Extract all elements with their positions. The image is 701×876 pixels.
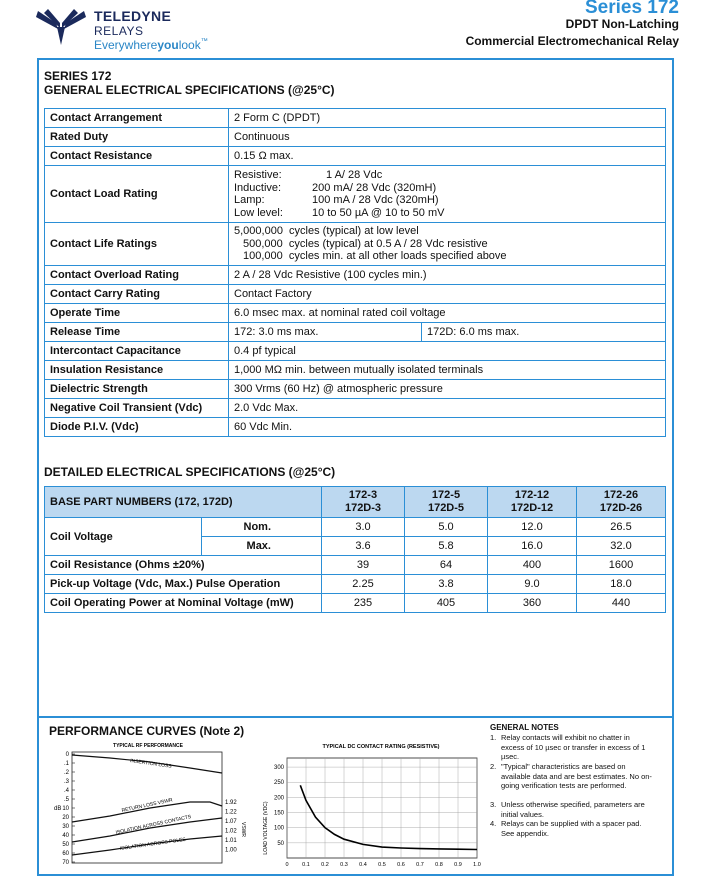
spec-label: Contact Carry Rating	[45, 285, 229, 304]
table-cell: 16.0	[488, 537, 577, 556]
row-label: Pick-up Voltage (Vdc, Max.) Pulse Operation	[45, 575, 322, 594]
spec-value: 300 Vrms (60 Hz) @ atmospheric pressure	[229, 380, 666, 399]
dc-x-tick: 0.3	[340, 862, 348, 868]
spec-label: Dielectric Strength	[45, 380, 229, 399]
table-cell: 400	[488, 556, 577, 575]
spec-label: Contact Resistance	[45, 147, 229, 166]
spec-label: Contact Load Rating	[45, 166, 229, 223]
nom-label: Nom.	[202, 518, 322, 537]
spec-value: 1,000 MΩ min. between mutually isolated terminals	[229, 361, 666, 380]
rf-left-tick: 0	[65, 752, 69, 758]
general-notes-title: GENERAL NOTES	[490, 723, 559, 732]
table-cell: 235	[322, 594, 405, 613]
table-row	[45, 556, 666, 575]
spec-value: 60 Vdc Min.	[229, 418, 666, 437]
spec-label: Release Time	[45, 323, 229, 342]
max-label: Max.	[202, 537, 322, 556]
spec-value: 172: 3.0 ms max.	[229, 323, 422, 342]
note-item: 4. Relays can be supplied with a spacer pad. See appendix.	[490, 819, 642, 838]
detailed-specs-title: DETAILED ELECTRICAL SPECIFICATIONS (@25°C)	[44, 465, 336, 479]
dc-x-tick: 0.6	[397, 862, 405, 868]
spec-value: 0.15 Ω max.	[229, 147, 666, 166]
table-cell: 12.0	[488, 518, 577, 537]
series-title: Series 172	[584, 0, 679, 18]
rf-left-tick: 60	[62, 851, 69, 857]
table-cell: 32.0	[577, 537, 666, 556]
subtitle-description: Commercial Electromechanical Relay	[465, 34, 679, 48]
rf-left-tick: .5	[63, 797, 69, 803]
spec-label: Intercontact Capacitance	[45, 342, 229, 361]
table-cell: 1600	[577, 556, 666, 575]
rf-left-tick: 20	[62, 815, 69, 821]
rf-left-tick: .4	[63, 788, 69, 794]
dc-x-tick: 0.7	[416, 862, 424, 868]
dc-x-tick: 0.5	[378, 862, 386, 868]
table-row	[45, 285, 666, 304]
dc-chart-title: TYPICAL DC CONTACT RATING (RESISTIVE)	[322, 744, 440, 750]
table-row	[45, 361, 666, 380]
spec-label: Operate Time	[45, 304, 229, 323]
dc-y-tick: 150	[273, 810, 284, 817]
rf-left-tick: .2	[63, 770, 69, 776]
table-cell: 440	[577, 594, 666, 613]
rf-left-tick: 40	[62, 833, 69, 839]
table-cell: 3.0	[322, 518, 405, 537]
rf-right-axis-label: VSWR	[240, 822, 246, 837]
rf-left-tick: 70	[62, 860, 69, 866]
table-row	[45, 109, 666, 128]
dc-y-tick: 300	[273, 765, 284, 772]
rf-left-tick: .3	[63, 779, 69, 785]
teledyne-logo-icon	[36, 9, 86, 45]
table-cell: 3.8	[405, 575, 488, 594]
spec-label: Diode P.I.V. (Vdc)	[45, 418, 229, 437]
table-row	[45, 399, 666, 418]
base-part-label: BASE PART NUMBERS (172, 172D)	[45, 487, 322, 518]
rf-curve-label: ISOLATION ACROSS CONTACTS	[115, 814, 192, 836]
table-cell: 405	[405, 594, 488, 613]
dc-x-tick: 0.2	[321, 862, 329, 868]
rf-left-tick: 30	[62, 824, 69, 830]
dc-y-tick: 50	[277, 840, 284, 847]
general-specs-title: GENERAL ELECTRICAL SPECIFICATIONS (@25°C)	[44, 83, 335, 97]
table-row	[45, 128, 666, 147]
rf-right-tick: 1.02	[225, 828, 237, 835]
rf-right-tick: 1.01	[225, 838, 237, 844]
part-number: 172-5 172D-5	[405, 487, 488, 518]
table-row	[45, 575, 666, 594]
rf-left-tick: 10	[62, 806, 69, 812]
note-item: 3. Unless otherwise specified, parameters are initial values.	[490, 800, 645, 819]
part-number: 172-12 172D-12	[488, 487, 577, 518]
spec-label: Contact Life Ratings	[45, 223, 229, 266]
rf-left-tick: .1	[63, 761, 69, 767]
spec-value: 2 A / 28 Vdc Resistive (100 cycles min.)	[229, 266, 666, 285]
spec-label: Contact Arrangement	[45, 109, 229, 128]
rf-performance-chart	[50, 740, 250, 866]
dc-contact-rating-chart	[255, 738, 485, 868]
table-row	[45, 223, 666, 266]
rf-right-tick: 1.00	[225, 847, 237, 854]
dc-y-axis-label: LOAD VOLTAGE (VDC)	[263, 801, 269, 855]
table-row	[45, 323, 666, 342]
part-number: 172-3 172D-3	[322, 487, 405, 518]
table-row	[45, 342, 666, 361]
note-item: 2. "Typical" characteristics are based on available data and are best estimates. No on-going verification tests are performed.	[490, 762, 652, 790]
spec-value: 2.0 Vdc Max.	[229, 399, 666, 418]
rf-right-tick: 1.92	[225, 800, 237, 806]
table-cell: 5.0	[405, 518, 488, 537]
table-cell: 39	[322, 556, 405, 575]
rf-left-axis-label: dB	[54, 806, 62, 812]
spec-value: 6.0 msec max. at nominal rated coil voltage	[229, 304, 666, 323]
performance-title: PERFORMANCE CURVES (Note 2)	[49, 724, 245, 738]
dc-y-tick: 100	[273, 825, 284, 832]
table-cell: 5.8	[405, 537, 488, 556]
rf-chart-title: TYPICAL RF PERFORMANCE	[113, 743, 183, 749]
dc-y-tick: 250	[273, 780, 284, 787]
brand-name: TELEDYNE	[94, 8, 172, 24]
rf-curve-label: ISOLATION ACROSS POLES	[119, 836, 187, 852]
spec-value: Contact Factory	[229, 285, 666, 304]
table-cell: 18.0	[577, 575, 666, 594]
series-label: SERIES 172	[44, 69, 112, 83]
rf-right-tick: 1.07	[225, 819, 237, 825]
dc-rating-curve	[300, 785, 477, 849]
contact-load-values: Resistive: 1 A/ 28 Vdc Inductive: 200 mA/ 28 Vdc (320mH) Lamp: 100 mA / 28 Vdc (320mH) Low level: 10 to 50 µA @ 10 to 50 mV	[229, 166, 666, 223]
general-specs-table	[44, 108, 666, 437]
spec-value: 0.4 pf typical	[229, 342, 666, 361]
spec-label: Insulation Resistance	[45, 361, 229, 380]
rf-right-tick: 1.22	[225, 809, 237, 816]
table-cell: 3.6	[322, 537, 405, 556]
contact-life-values: 5,000,000 cycles (typical) at low level 500,000 cycles (typical) at 0.5 A / 28 Vdc resistive 100,000 cycles min. at all other loads specified above	[229, 223, 666, 266]
table-cell: 360	[488, 594, 577, 613]
dc-y-tick: 200	[273, 795, 284, 802]
spec-value: 172D: 6.0 ms max.	[422, 323, 666, 342]
tagline: Everywhereyoulook™	[94, 38, 208, 52]
rf-curve-label: RETURN LOSS VSWR	[121, 797, 174, 814]
table-row	[45, 594, 666, 613]
dc-x-tick: 1.0	[473, 862, 481, 868]
table-cell: 26.5	[577, 518, 666, 537]
dc-x-tick: 0	[285, 862, 289, 868]
detailed-specs-table	[44, 486, 666, 613]
table-row	[45, 147, 666, 166]
table-row	[45, 418, 666, 437]
note-item: 1. Relay contacts will exhibit no chatter in excess of 10 µsec or transfer in excess of 1 µsec.	[490, 733, 646, 761]
dc-x-tick: 0.9	[454, 862, 462, 868]
table-cell: 64	[405, 556, 488, 575]
row-label: Coil Resistance (Ohms ±20%)	[45, 556, 322, 575]
dc-x-tick: 0.8	[435, 862, 443, 868]
table-row	[45, 380, 666, 399]
table-row	[45, 266, 666, 285]
table-cell: 9.0	[488, 575, 577, 594]
spec-label: Contact Overload Rating	[45, 266, 229, 285]
brand-sub: RELAYS	[94, 24, 144, 38]
spec-label: Rated Duty	[45, 128, 229, 147]
dc-x-tick: 0.1	[302, 862, 310, 868]
spec-label: Negative Coil Transient (Vdc)	[45, 399, 229, 418]
table-cell: 2.25	[322, 575, 405, 594]
row-label: Coil Operating Power at Nominal Voltage (mW)	[45, 594, 322, 613]
rf-curve-label: INSERTION LOSS	[129, 758, 173, 770]
table-row	[45, 304, 666, 323]
coil-voltage-label: Coil Voltage	[45, 518, 202, 556]
spec-value: 2 Form C (DPDT)	[229, 109, 666, 128]
part-number: 172-26 172D-26	[577, 487, 666, 518]
rf-left-tick: 50	[62, 842, 69, 848]
subtitle-type: DPDT Non-Latching	[565, 17, 679, 31]
spec-value: Continuous	[229, 128, 666, 147]
table-row	[45, 166, 666, 223]
table-header-row	[45, 487, 666, 518]
table-row	[45, 518, 666, 537]
dc-x-tick: 0.4	[359, 862, 367, 868]
